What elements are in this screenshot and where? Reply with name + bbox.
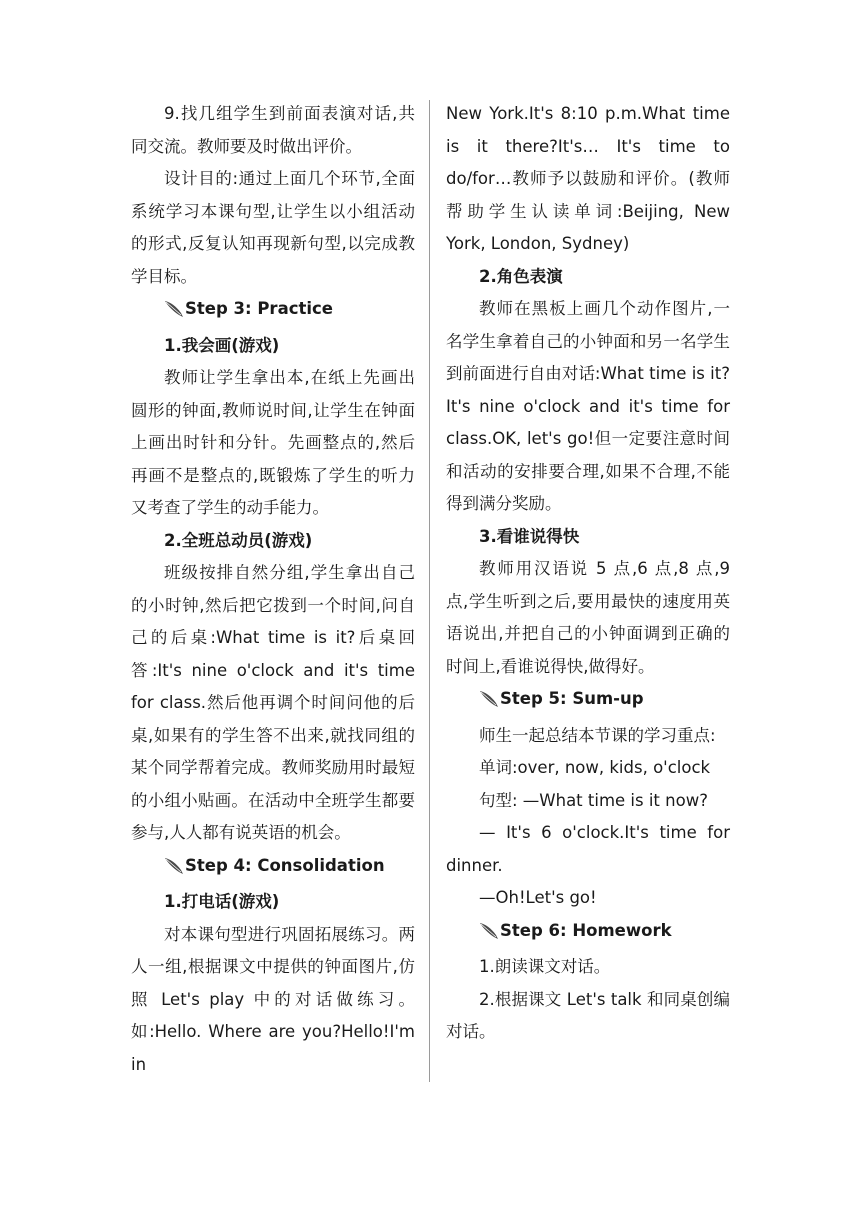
heading-step5-text: Step 5: Sum-up (500, 689, 644, 708)
heading-step4-text: Step 4: Consolidation (185, 855, 385, 875)
heading-step3 (131, 293, 415, 330)
paragraph-phone-game-continued: New York.It's 8:10 p.m.What time is it there?It's… It's time to do/for…教师予以鼓励和评价。(教师帮助学生认读单词:Beijing, New York, London, Sydney) (446, 104, 730, 253)
paragraph-draw-game: 教师让学生拿出本,在纸上先画出圆形的钟面,教师说时间,让学生在钟面上画出时针和分针。先画整点的,然后再画不是整点的,既锻炼了学生的听力又考查了学生的动手能力。 (131, 368, 415, 517)
feather-pen-icon (164, 854, 184, 887)
homework-item-1: 1.朗读课文对话。 (479, 957, 611, 976)
subheading-draw-game: 1.我会画(游戏) (164, 335, 280, 355)
paragraph-speed-game: 教师用汉语说 5 点,6 点,8 点,9 点,学生听到之后,要用最快的速度用英语说出,并把自己的小钟面调到正确的时间上,看谁说得快,做得好。 (446, 559, 730, 676)
sumup-sentence-question: 句型: —What time is it now? (479, 790, 708, 810)
subheading-class-game: 2.全班总动员(游戏) (164, 530, 313, 550)
paragraph-design-purpose: 设计目的:通过上面几个环节,全面系统学习本课句型,让学生以小组活动的形式,反复认知再现新句型,以完成教学目标。 (131, 169, 415, 286)
paragraph-role-play: 教师在黑板上画几个动作图片,一名学生拿着自己的小钟面和另一名学生到前面进行自由对话:What time is it?It's nine o'clock and it's time for class.OK, let's go!但一定要注意时间和活动的安排要合理,如果不合理,不能得到满分奖励。 (446, 299, 730, 513)
right-column (446, 98, 730, 1049)
sumup-intro: 师生一起总结本节课的学习重点: (479, 725, 716, 745)
heading-step6-text: Step 6: Homework (500, 920, 672, 940)
feather-pen-icon (479, 687, 499, 720)
heading-step4 (131, 850, 415, 887)
heading-step6 (446, 915, 730, 952)
sumup-sentence-reply: —Oh!Let's go! (479, 888, 597, 907)
feather-pen-icon (479, 919, 499, 952)
paragraph-phone-game: 对本课句型进行巩固拓展练习。两人一组,根据课文中提供的钟面图片,仿照 Let's play 中的对话做练习。如:Hello. Where are you?Hello!I'm in (131, 924, 415, 1074)
left-column (131, 98, 415, 1081)
sumup-sentence-answer: — It's 6 o'clock.It's time for dinner. (446, 823, 730, 875)
feather-pen-icon (164, 297, 184, 330)
subheading-role-play: 2.角色表演 (479, 266, 563, 286)
subheading-phone-game: 1.打电话(游戏) (164, 892, 280, 911)
paragraph-step2-item9: 9.找几组学生到前面表演对话,共同交流。教师要及时做出评价。 (131, 104, 415, 156)
subheading-speed-game: 3.看谁说得快 (479, 526, 580, 546)
paragraph-class-game: 班级按排自然分组,学生拿出自己的小时钟,然后把它拨到一个时间,问自己的后桌:What time is it?后桌回答:It's nine o'clock and it's time for class.然后他再调个时间问他的后桌,如果有的学生答不出来,就找同组的某个同学帮着完成。教师奖励用时最短的小组小贴画。在活动中全班学生都要参与,人人都有说英语的机会。 (131, 563, 415, 842)
sumup-words: 单词:over, now, kids, o'clock (479, 758, 711, 777)
column-divider (429, 100, 430, 1082)
homework-item-2: 2.根据课文 Let's talk 和同桌创编对话。 (446, 989, 730, 1041)
heading-step5 (446, 683, 730, 720)
heading-step3-text: Step 3: Practice (185, 299, 334, 318)
